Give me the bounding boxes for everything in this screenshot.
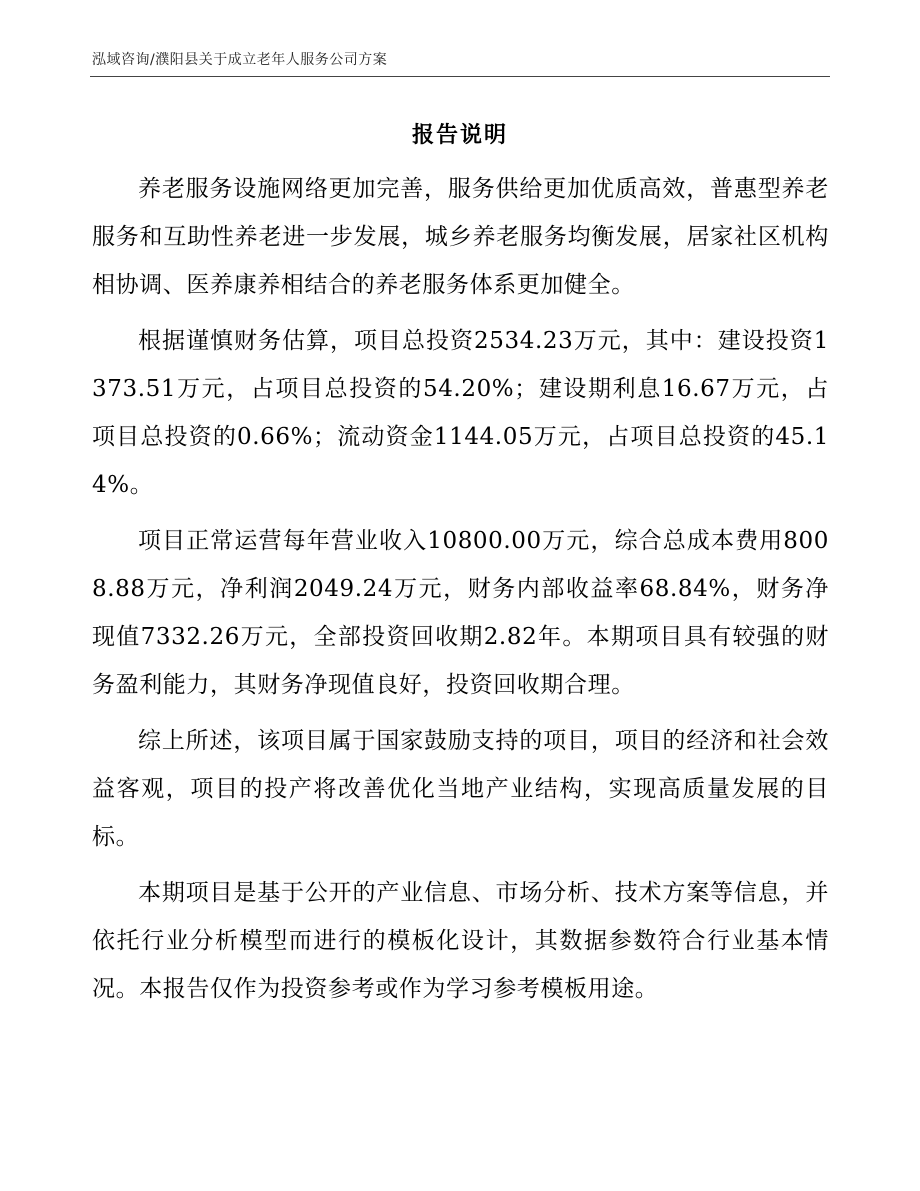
paragraph: 本期项目是基于公开的产业信息、市场分析、技术方案等信息，并依托行业分析模型而进行的模板化设计，其数据参数符合行业基本情况。本报告仅作为投资参考或作为学习参考模板用途。 <box>92 880 829 1002</box>
paragraph: 综上所述，该项目属于国家鼓励支持的项目，项目的经济和社会效益客观，项目的投产将改善优化当地产业结构，实现高质量发展的目标。 <box>92 728 829 850</box>
paragraph: 根据谨慎财务估算，项目总投资2534.23万元，其中：建设投资1373.51万元，占项目总投资的54.20%；建设期利息16.67万元，占项目总投资的0.66%；流动资金1144.05万元，占项目总投资的45.14%。 <box>92 328 829 498</box>
paragraph: 养老服务设施网络更加完善，服务供给更加优质高效，普惠型养老服务和互助性养老进一步发展，城乡养老服务均衡发展，居家社区机构相协调、医养康养相结合的养老服务体系更加健全。 <box>92 176 829 298</box>
header-divider <box>90 76 830 77</box>
paragraph: 项目正常运营每年营业收入10800.00万元，综合总成本费用8008.88万元，净利润2049.24万元，财务内部收益率68.84%，财务净现值7332.26万元，全部投资回收期2.82年。本期项目具有较强的财务盈利能力，其财务净现值良好，投资回收期合理。 <box>92 528 829 698</box>
running-header: 泓域咨询/濮阳县关于成立老年人服务公司方案 <box>92 52 388 68</box>
document-body <box>92 165 829 1021</box>
page-title: 报告说明 <box>411 123 508 148</box>
